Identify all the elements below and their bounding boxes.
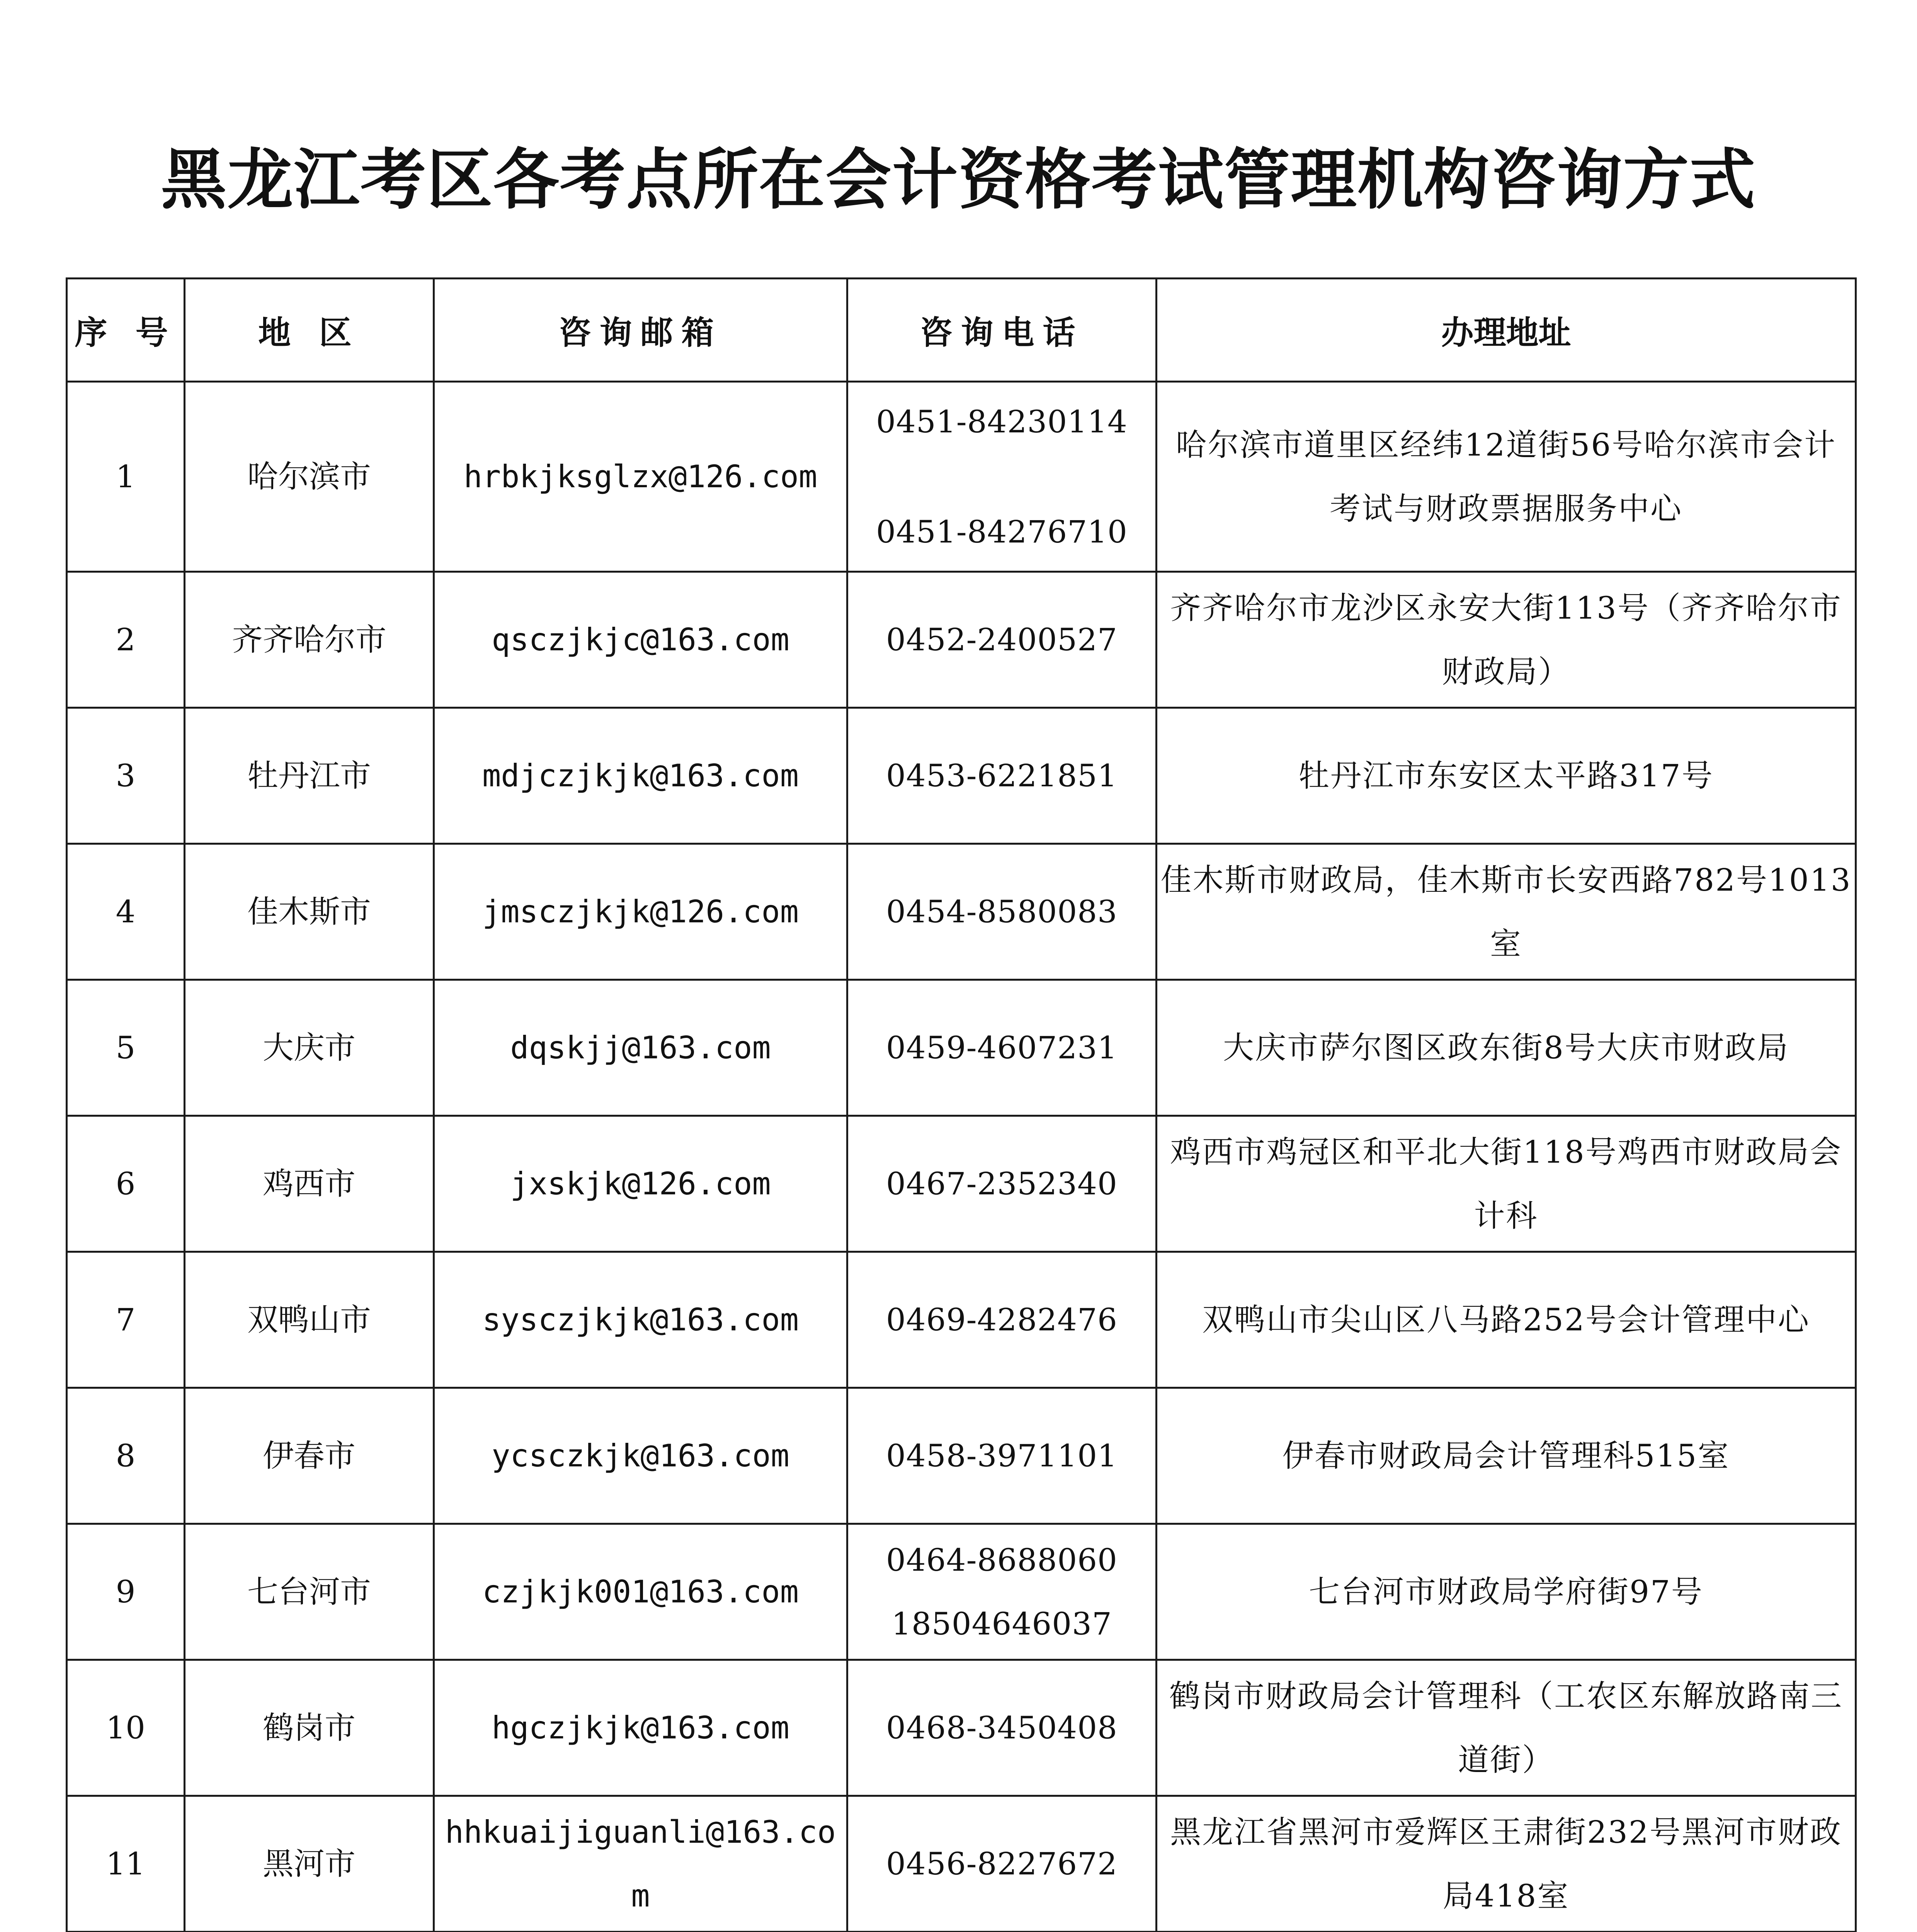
row-phone (847, 1252, 1157, 1388)
phone-number[interactable]: 0451-84276710 (876, 514, 1128, 550)
table-row (67, 572, 1856, 708)
row-region: 哈尔滨市 (185, 382, 434, 572)
row-number: 7 (67, 1252, 185, 1388)
row-email-link[interactable]: jmsczjkjk@126.com (434, 844, 847, 980)
header-address: 办理地址 (1157, 279, 1856, 382)
row-address: 佳木斯市财政局，佳木斯市长安西路782号1013室 (1157, 844, 1856, 980)
row-number: 8 (67, 1388, 185, 1524)
row-region: 七台河市 (185, 1524, 434, 1660)
row-phone (847, 572, 1157, 708)
row-region: 牡丹江市 (185, 708, 434, 844)
table-row (67, 1524, 1856, 1660)
header-phone: 咨询电话 (847, 279, 1157, 382)
row-number: 2 (67, 572, 185, 708)
header-email: 咨询邮箱 (434, 279, 847, 382)
table-row (67, 382, 1856, 572)
row-phone (847, 1796, 1157, 1932)
row-region: 佳木斯市 (185, 844, 434, 980)
phone-number[interactable]: 0453-6221851 (886, 758, 1118, 794)
row-phone (847, 1660, 1157, 1796)
row-region: 鹤岗市 (185, 1660, 434, 1796)
row-number: 5 (67, 980, 185, 1116)
phone-number[interactable]: 0451-84230114 (876, 403, 1128, 440)
row-email-link[interactable]: qsczjkjc@163.com (434, 572, 847, 708)
row-email-link[interactable]: hgczjkjk@163.com (434, 1660, 847, 1796)
phone-number[interactable]: 0468-3450408 (886, 1710, 1118, 1746)
row-email-link[interactable]: hhkuaijiguanli@163.com (434, 1796, 847, 1932)
table-row (67, 1388, 1856, 1524)
row-phone (847, 1388, 1157, 1524)
phone-number[interactable]: 0467-2352340 (886, 1166, 1118, 1202)
row-address: 齐齐哈尔市龙沙区永安大街113号（齐齐哈尔市财政局） (1157, 572, 1856, 708)
row-region: 鸡西市 (185, 1116, 434, 1252)
phone-number[interactable]: 0469-4282476 (886, 1302, 1118, 1338)
row-email-link[interactable]: hrbkjksglzx@126.com (434, 382, 847, 572)
row-address: 鸡西市鸡冠区和平北大街118号鸡西市财政局会计科 (1157, 1116, 1856, 1252)
table-row (67, 980, 1856, 1116)
row-region: 伊春市 (185, 1388, 434, 1524)
page-title: 黑龙江考区各考点所在会计资格考试管理机构咨询方式 (161, 141, 1756, 218)
row-number: 9 (67, 1524, 185, 1660)
row-region: 黑河市 (185, 1796, 434, 1932)
row-phone (847, 980, 1157, 1116)
row-address: 鹤岗市财政局会计管理科（工农区东解放路南三道街） (1157, 1660, 1856, 1796)
row-address: 哈尔滨市道里区经纬12道街56号哈尔滨市会计考试与财政票据服务中心 (1157, 382, 1856, 572)
table-row (67, 1660, 1856, 1796)
row-number: 6 (67, 1116, 185, 1252)
table-row (67, 1116, 1856, 1252)
row-number: 3 (67, 708, 185, 844)
phone-number[interactable]: 0456-8227672 (886, 1846, 1118, 1882)
row-region: 齐齐哈尔市 (185, 572, 434, 708)
row-address: 黑龙江省黑河市爱辉区王肃街232号黑河市财政局418室 (1157, 1796, 1856, 1932)
row-region: 大庆市 (185, 980, 434, 1116)
row-email-link[interactable]: mdjczjkjk@163.com (434, 708, 847, 844)
row-number: 4 (67, 844, 185, 980)
row-address: 伊春市财政局会计管理科515室 (1157, 1388, 1856, 1524)
row-number: 10 (67, 1660, 185, 1796)
row-address: 双鸭山市尖山区八马路252号会计管理中心 (1157, 1252, 1856, 1388)
phone-number[interactable]: 0459-4607231 (886, 1030, 1118, 1066)
row-email-link[interactable]: sysczjkjk@163.com (434, 1252, 847, 1388)
row-number: 11 (67, 1796, 185, 1932)
contact-table (66, 277, 1857, 1932)
table-row (67, 708, 1856, 844)
row-region: 双鸭山市 (185, 1252, 434, 1388)
phone-number[interactable]: 0452-2400527 (886, 622, 1118, 658)
phone-number[interactable]: 0464-8688060 (886, 1542, 1118, 1578)
row-number: 1 (67, 382, 185, 572)
header-region: 地 区 (185, 279, 434, 382)
row-phone (847, 844, 1157, 980)
table-header-row (67, 279, 1856, 382)
row-phone (847, 1116, 1157, 1252)
row-phone (847, 708, 1157, 844)
row-phone (847, 1524, 1157, 1660)
row-email-link[interactable]: czjkjk001@163.com (434, 1524, 847, 1660)
row-phone (847, 382, 1157, 572)
row-email-link[interactable]: ycsczkjk@163.com (434, 1388, 847, 1524)
row-address: 牡丹江市东安区太平路317号 (1157, 708, 1856, 844)
table-row (67, 844, 1856, 980)
row-email-link[interactable]: dqskjj@163.com (434, 980, 847, 1116)
phone-number[interactable]: 0454-8580083 (886, 894, 1118, 930)
table-row (67, 1252, 1856, 1388)
phone-number[interactable]: 0458-3971101 (886, 1438, 1118, 1474)
header-no: 序 号 (67, 279, 185, 382)
phone-number[interactable]: 18504646037 (891, 1605, 1112, 1642)
table-row (67, 1796, 1856, 1932)
row-address: 大庆市萨尔图区政东街8号大庆市财政局 (1157, 980, 1856, 1116)
row-address: 七台河市财政局学府街97号 (1157, 1524, 1856, 1660)
row-email-link[interactable]: jxskjk@126.com (434, 1116, 847, 1252)
